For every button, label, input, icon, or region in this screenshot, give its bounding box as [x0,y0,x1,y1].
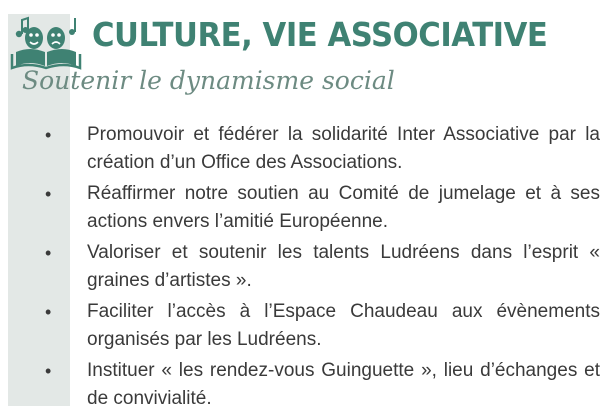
list-item [0,239,616,295]
commitments-list [0,121,616,416]
list-item [0,298,616,354]
list-item [0,121,616,177]
bullet-icon: • [45,243,52,263]
list-item-text: Valoriser et soutenir les talents Ludréens dans l’esprit « graines d’artistes ». [87,242,600,291]
list-item-text: Promouvoir et fédérer la solidarité Inter Associative par la création d’un Office des Associations. [87,124,600,173]
bullet-icon: • [45,184,52,204]
bullet-icon: • [45,361,52,381]
list-item-text: Faciliter l’accès à l’Espace Chaudeau aux évènements organisés par les Ludréens. [87,301,600,350]
list-item [0,180,616,236]
culture-logo-icon [10,12,82,72]
list-item-text: Instituer « les rendez-vous Guinguette », lieu d’échanges et de convivialité. [87,360,600,409]
page-subtitle: Soutenir le dynamisme social [22,66,395,95]
list-item-text: Réaffirmer notre soutien au Comité de jumelage et à ses actions envers l’amitié Européenne. [87,183,600,232]
list-item [0,357,616,413]
page-title: CULTURE, VIE ASSOCIATIVE [92,15,548,54]
bullet-icon: • [45,125,52,145]
bullet-icon: • [45,302,52,322]
